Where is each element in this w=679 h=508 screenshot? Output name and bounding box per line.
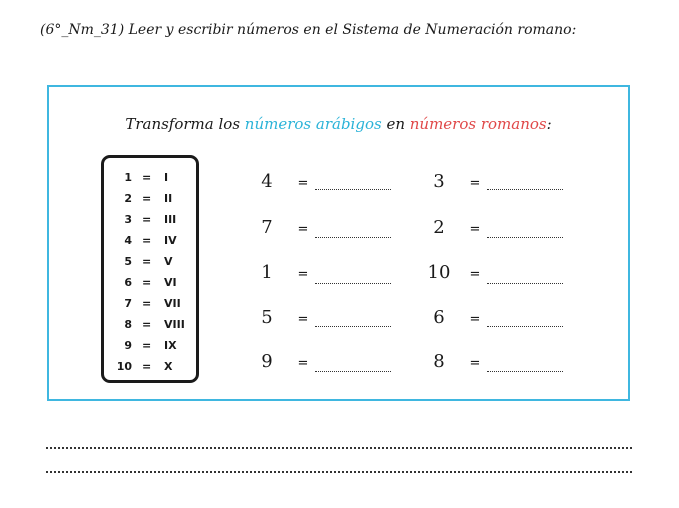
reference-roman: VII	[164, 297, 181, 310]
exercise-equals: =	[297, 312, 309, 327]
instruction-arabic: números arábigos	[244, 115, 382, 133]
exercise-equals: =	[469, 356, 481, 371]
reference-row	[104, 231, 196, 251]
reference-roman: I	[164, 171, 169, 184]
exercise-number: 5	[261, 307, 273, 328]
exercise-number: 4	[261, 171, 273, 192]
instruction-prefix: Transforma los	[125, 115, 245, 133]
reference-row	[104, 273, 196, 293]
answer-blank[interactable]	[315, 371, 391, 372]
worksheet-header: (6°_Nm_31) Leer y escribir números en el Sistema de Numeración romano:	[40, 22, 577, 38]
reference-roman: V	[164, 255, 173, 268]
reference-row	[104, 210, 196, 230]
exercise-number: 6	[433, 307, 445, 328]
reference-arabic: 8	[124, 318, 132, 331]
reference-equals: =	[142, 171, 152, 184]
reference-row	[104, 315, 196, 335]
reference-arabic: 6	[124, 276, 132, 289]
answer-blank[interactable]	[315, 189, 391, 190]
answer-blank[interactable]	[315, 326, 391, 327]
instruction-roman: números romanos	[409, 115, 547, 133]
answer-blank[interactable]	[487, 237, 563, 238]
answer-blank[interactable]	[487, 283, 563, 284]
reference-roman: IV	[164, 234, 177, 247]
answer-blank[interactable]	[487, 371, 563, 372]
answer-blank[interactable]	[315, 283, 391, 284]
instruction-suffix: :	[546, 115, 552, 133]
reference-equals: =	[142, 213, 152, 226]
reference-equals: =	[142, 255, 152, 268]
reference-equals: =	[142, 276, 152, 289]
reference-row	[104, 294, 196, 314]
writing-line[interactable]	[46, 471, 632, 473]
reference-arabic: 7	[124, 297, 132, 310]
reference-arabic: 9	[124, 339, 132, 352]
exercise-number: 1	[261, 262, 273, 283]
exercise-equals: =	[297, 267, 309, 282]
reference-equals: =	[142, 297, 152, 310]
exercise-equals: =	[297, 176, 309, 191]
exercise-number: 8	[433, 351, 445, 372]
reference-roman: X	[164, 360, 173, 373]
reference-table	[101, 155, 199, 383]
exercise-number: 2	[433, 217, 445, 238]
reference-equals: =	[142, 234, 152, 247]
exercise-equals: =	[469, 176, 481, 191]
reference-roman: IX	[164, 339, 177, 352]
instruction-middle: en	[381, 115, 410, 133]
reference-row	[104, 252, 196, 272]
reference-roman: III	[164, 213, 177, 226]
reference-arabic: 2	[124, 192, 132, 205]
exercise-equals: =	[469, 312, 481, 327]
exercise-number: 7	[261, 217, 273, 238]
reference-arabic: 4	[124, 234, 132, 247]
exercise-equals: =	[297, 222, 309, 237]
exercise-number: 10	[427, 262, 451, 283]
reference-equals: =	[142, 339, 152, 352]
reference-roman: VIII	[164, 318, 185, 331]
reference-arabic: 5	[124, 255, 132, 268]
reference-row	[104, 168, 196, 188]
exercise-equals: =	[297, 356, 309, 371]
reference-equals: =	[142, 192, 152, 205]
exercise-number: 3	[433, 171, 445, 192]
answer-blank[interactable]	[487, 326, 563, 327]
exercise-equals: =	[469, 267, 481, 282]
reference-equals: =	[142, 360, 152, 373]
writing-line[interactable]	[46, 447, 632, 449]
reference-arabic: 3	[124, 213, 132, 226]
reference-row	[104, 189, 196, 209]
exercise-equals: =	[469, 222, 481, 237]
reference-arabic: 10	[116, 360, 132, 373]
reference-row	[104, 357, 196, 377]
reference-equals: =	[142, 318, 152, 331]
reference-row	[104, 336, 196, 356]
reference-arabic: 1	[124, 171, 132, 184]
exercise-number: 9	[261, 351, 273, 372]
answer-blank[interactable]	[315, 237, 391, 238]
exercise-frame	[47, 85, 630, 401]
reference-roman: II	[164, 192, 173, 205]
instruction	[49, 115, 628, 133]
reference-roman: VI	[164, 276, 177, 289]
answer-blank[interactable]	[487, 189, 563, 190]
